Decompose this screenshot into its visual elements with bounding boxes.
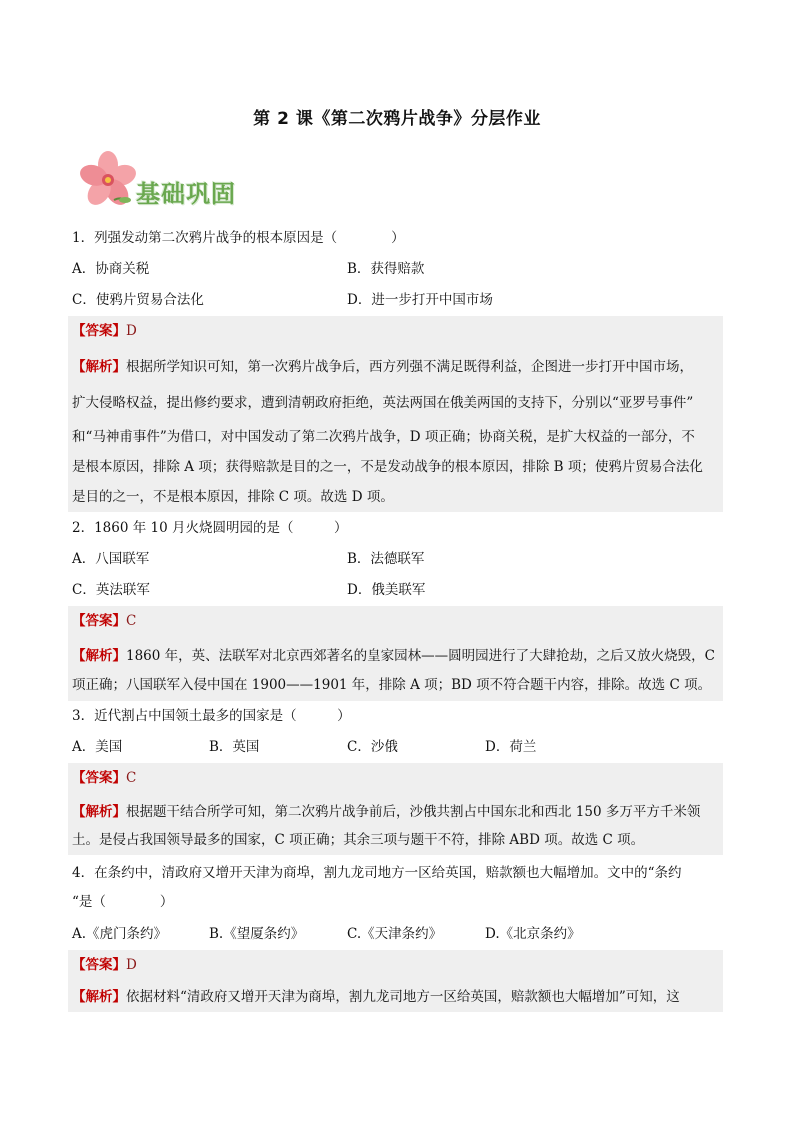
q1-analysis-line: 扩大侵略权益，提出修约要求，遭到清朝政府拒绝，英法两国在俄美两国的支持下，分别以“亚罗号事件” [72,395,694,411]
q1-option-b: B．获得赔款 [347,261,425,277]
answer-value: D [126,323,137,339]
q2-analysis-line: 【解析】1860 年，英、法联军对北京西郊著名的皇家园林——圆明园进行了大肆抢劫，之后又放火烧毁，C [72,648,715,664]
answer-tag: 【答案】 [72,957,126,973]
question-2-stem: 2．1860 年 10 月火烧圆明园的是（ ） [72,520,348,536]
q2-answer-box [68,606,723,701]
q2-answer [72,612,136,630]
answer-tag: 【答案】 [72,770,126,786]
q3-analysis-line: 【解析】根据题干结合所学可知，第二次鸦片战争前后，沙俄共割占中国东北和西北 150 多万平方千米领 [72,804,701,820]
q4-option-c: C.《天津条约》 [347,926,443,942]
q4-option-d: D.《北京条约》 [485,926,581,942]
q1-answer [72,322,137,340]
q2-analysis-line: 项正确；八国联军入侵中国在 1900——1901 年，排除 A 项；BD 项不符合题干内容，排除。故选 C 项。 [72,677,712,693]
q3-analysis-line: 土。是侵占我国领导最多的国家，C 项正确；其余三项与题干不符，排除 ABD 项。故选 C 项。 [72,832,645,848]
q2-option-d: D．俄美联军 [347,582,426,598]
analysis-tag: 【解析】 [72,989,126,1005]
q1-option-d: D．进一步打开中国市场 [347,292,493,308]
q1-analysis-line: 是根本原因，排除 A 项；获得赔款是目的之一，不是发动战争的根本原因，排除 B 项；使鸦片贸易合法化 [72,459,703,475]
q3-option-c: C．沙俄 [347,739,398,755]
q1-answer-box [68,316,723,512]
answer-value: C [126,613,137,629]
question-3-stem: 3．近代割占中国领土最多的国家是（ ） [72,708,351,724]
q4-option-a: A.《虎门条约》 [72,926,168,942]
q3-answer-box [68,763,723,855]
flower-icon [78,150,140,210]
page-title: 第 2 课《第二次鸦片战争》分层作业 [253,109,541,129]
q3-option-a: A．美国 [72,739,123,755]
q3-answer [72,769,136,787]
q1-analysis-line: 是目的之一，不是根本原因，排除 C 项。故选 D 项。 [72,489,394,505]
q1-analysis-line: 和“马神甫事件”为借口，对中国发动了第二次鸦片战争，D 项正确；协商关税，是扩大权益的一部分，不 [72,429,695,445]
answer-tag: 【答案】 [72,323,126,339]
q1-option-c: C．使鸦片贸易合法化 [72,292,204,308]
q2-option-b: B．法德联军 [347,551,425,567]
section-badge [78,150,248,210]
q1-option-a: A．协商关税 [72,261,150,277]
answer-value: D [126,957,137,973]
q1-analysis-line: 【解析】根据所学知识可知，第一次鸦片战争后，西方列强不满足既得利益，企图进一步打开中国市场， [72,359,693,375]
q2-option-c: C．英法联军 [72,582,150,598]
q2-option-a: A．八国联军 [72,551,150,567]
q4-analysis-line: 【解析】依据材料“清政府又增开天津为商埠，割九龙司地方一区给英国，赔款额也大幅增加”可知，这 [72,989,680,1005]
q4-answer-box [68,950,723,1012]
question-4-stem: 4．在条约中，清政府又增开天津为商埠，割九龙司地方一区给英国，赔款额也大幅增加。文中的“条约 [72,865,682,881]
q4-answer [72,956,137,974]
answer-tag: 【答案】 [72,613,126,629]
q3-option-d: D．荷兰 [485,739,537,755]
question-1-stem: 1．列强发动第二次鸦片战争的根本原因是（ ） [72,230,405,246]
q4-option-b: B.《望厦条约》 [209,926,305,942]
question-4-stem-cont: “是（ ） [72,894,174,910]
section-title: 基础巩固 [136,180,236,208]
analysis-tag: 【解析】 [72,648,126,664]
analysis-tag: 【解析】 [72,359,126,375]
analysis-tag: 【解析】 [72,804,126,820]
q3-option-b: B．英国 [209,739,260,755]
answer-value: C [126,770,137,786]
